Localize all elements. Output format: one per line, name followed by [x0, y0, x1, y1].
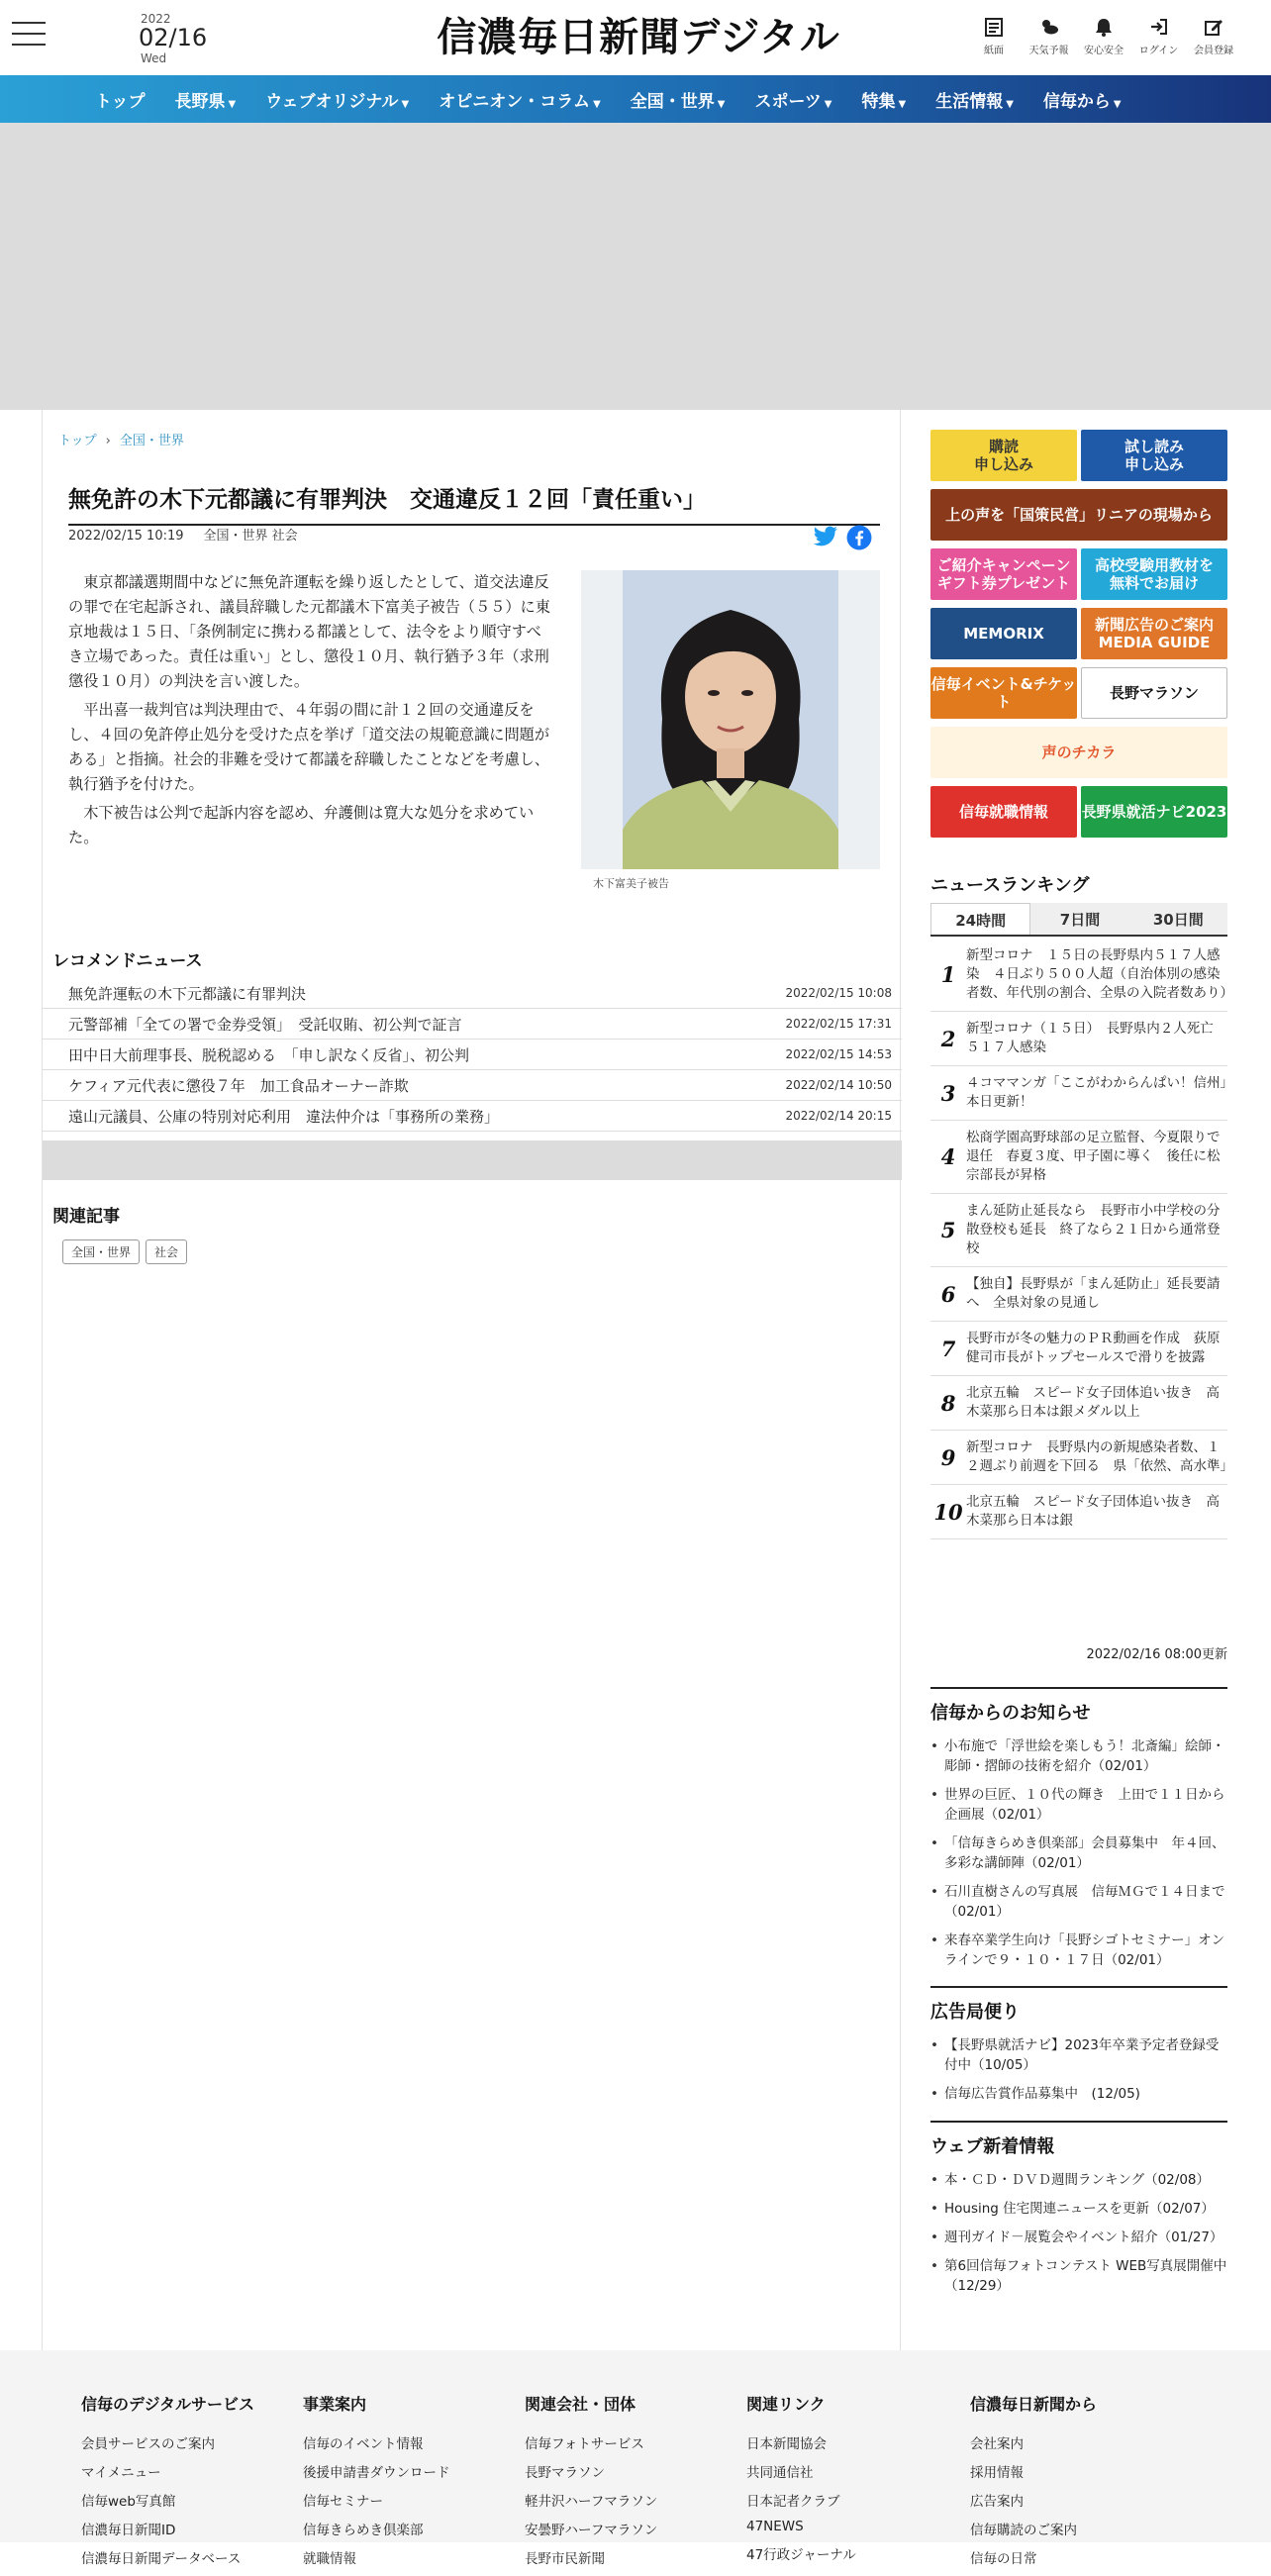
caret-down-icon: ▼: [593, 98, 601, 110]
ranking-title: 新型コロナ 長野県内の新規感染者数、１２週ぶり前週を下回る 県「依然、高水準」: [966, 1439, 1233, 1474]
sidebar-banner[interactable]: [930, 608, 1077, 659]
web-new-list: [930, 2170, 1227, 2296]
caret-down-icon: ▼: [228, 98, 237, 110]
recommend-item[interactable]: [43, 1070, 902, 1101]
sidebar-banner[interactable]: [1081, 430, 1227, 481]
web-new-box: [930, 2121, 1227, 2305]
hamburger-menu-icon[interactable]: [12, 22, 46, 50]
related-tags: [62, 1239, 187, 1264]
notice-item[interactable]: • 小布施で「浮世絵を楽しもう！北斎編」絵師・彫師・摺師の技術を紹介（02/01）: [930, 1736, 1227, 1776]
ad-news-item[interactable]: • 信毎広告賞作品募集中 (12/05): [930, 2084, 1227, 2104]
photo-caption: 木下富美子被告: [593, 877, 669, 890]
sidebar-banner[interactable]: [930, 430, 1077, 481]
inline-ad-placeholder: [43, 1140, 902, 1180]
footer-link[interactable]: 信毎web写真館: [81, 2494, 176, 2510]
caret-down-icon: ▼: [401, 98, 410, 110]
ranking-number: 4: [940, 1144, 956, 1169]
caret-down-icon: ▼: [1113, 98, 1122, 110]
ad-news-list: [930, 2035, 1227, 2104]
sidebar: [930, 430, 1233, 2294]
portrait-image: [623, 570, 838, 869]
chevron-right-icon: ›: [105, 434, 111, 448]
web-new-item[interactable]: • Housing 住宅関連ニュースを更新（02/07）: [930, 2199, 1227, 2219]
breadcrumb: [58, 430, 184, 448]
notice-item[interactable]: • 来春卒業学生向け「長野シゴトセミナー」オンラインで９・１０・１７日（02/01）: [930, 1931, 1227, 1970]
sidebar-banner[interactable]: [930, 727, 1227, 778]
banner-text: 高校受験用教材を 無料でお届け: [1094, 556, 1214, 592]
tab-30days[interactable]: 30日間: [1152, 911, 1204, 929]
article-paragraph: 平出喜一裁判官は判決理由で、４年弱の間に計１２回の交通違反をし、４回の免許停止処分を受けた点を挙げ「道交法の規範意識に問題がある」と指摘。社会的非難を受けて都議を辞職したことなどを考慮し、執行猶予を付けた。: [68, 701, 549, 793]
recommend-title: 無免許運転の木下元都議に有罪判決: [68, 984, 307, 1003]
ranking-item[interactable]: [930, 1012, 1227, 1066]
recommend-date: 2022/02/15 10:08: [785, 986, 892, 1000]
twitter-icon[interactable]: [813, 525, 838, 548]
banner-text: 購読 申し込み: [973, 438, 1033, 473]
main-column: [42, 410, 901, 2350]
footer-link[interactable]: 信濃毎日新聞ID: [81, 2523, 176, 2538]
footer-link[interactable]: 47NEWS: [746, 2519, 804, 2534]
ranking-title: 北京五輪 スピード女子団体追い抜き 高木菜那ら日本は銀メダル以上: [966, 1385, 1220, 1420]
ranking-item[interactable]: [930, 1376, 1227, 1431]
banner-text: MEMORIX: [963, 625, 1044, 643]
caret-down-icon: ▼: [1006, 98, 1014, 110]
nav-sports[interactable]: [754, 87, 831, 112]
ad-news-heading: 広告局便り: [930, 2002, 1020, 2023]
date-month-day: 02/16: [139, 24, 208, 51]
banner-grid: [930, 430, 1227, 838]
recommend-item[interactable]: [43, 978, 902, 1009]
ranking-number: 3: [940, 1080, 956, 1106]
footer-link[interactable]: 広告案内: [970, 2494, 1024, 2510]
tool-label: ログイン: [1138, 46, 1179, 56]
footer-link[interactable]: 日本新聞協会: [746, 2436, 827, 2452]
share-buttons: [813, 525, 872, 550]
nav-label: 全国・世界: [630, 91, 715, 112]
nav-lifestyle[interactable]: [935, 87, 1014, 112]
recommend-title: 田中日大前理事長、脱税認める 「申し訳なく反省」、初公判: [68, 1045, 470, 1064]
sidebar-banner[interactable]: [1081, 786, 1227, 838]
recommend-title: 遠山元議員、公庫の特別対応利用 違法仲介は「事務所の業務」: [68, 1107, 500, 1126]
register-icon: [1203, 16, 1224, 38]
recommend-item[interactable]: [43, 1040, 902, 1070]
banner-text: 上の声を「国策民営」リニアの現場から: [945, 506, 1213, 524]
ranking-number: 5: [940, 1218, 956, 1242]
nav-label: 長野県: [174, 91, 226, 112]
recommend-heading: レコメンドニュース: [52, 951, 203, 971]
site-footer: [0, 2350, 1271, 2567]
ranking-item[interactable]: [930, 939, 1233, 1012]
caret-down-icon: ▼: [824, 98, 832, 110]
notice-item[interactable]: • 世界の巨匠、１０代の輝き 上田で１１日から企画展（02/01）: [930, 1785, 1227, 1825]
ranking-title: 北京五輪 スピード女子団体追い抜き 高木菜那ら日本は銀: [966, 1494, 1220, 1529]
recommend-date: 2022/02/15 17:31: [785, 1017, 892, 1031]
tool-login[interactable]: [1135, 16, 1183, 56]
banner-text: 試し読み 申し込み: [1124, 438, 1184, 473]
footer-column: [746, 2392, 954, 2572]
notices-heading: 信毎からのお知らせ: [930, 1703, 1091, 1724]
nav-label: オピニオン・コラム: [439, 91, 591, 112]
newspaper-icon: [983, 16, 1005, 38]
sidebar-banner[interactable]: [930, 489, 1227, 541]
ranking-number: 9: [940, 1444, 956, 1470]
tool-safety[interactable]: [1080, 16, 1127, 56]
site-header: [0, 0, 1271, 75]
tool-label: 天気予報: [1028, 46, 1069, 56]
recommend-date: 2022/02/14 10:50: [785, 1078, 892, 1092]
ad-news-box: [930, 1986, 1227, 2113]
tab-24h[interactable]: 24時間: [930, 903, 1030, 935]
footer-column: [970, 2392, 1178, 2576]
article-paragraph: 東京都議選期間中などに無免許運転を繰り返したとして、道交法違反の罪で在宅起訴され、議員辞職した元都議木下富美子被告（５５）に東京地裁は１５日、「条例制定に携わる都議として、法令をより順守すべき立場であった。責任は重い」とし、懲役１０月、執行猶予３年（求刑懲役１０月）の判決を言い渡した。: [68, 573, 550, 690]
footer-link[interactable]: 採用情報: [970, 2465, 1024, 2481]
footer-link[interactable]: 会員サービスのご案内: [81, 2436, 215, 2452]
bell-icon: [1093, 16, 1115, 38]
recommend-date: 2022/02/15 14:53: [785, 1047, 892, 1061]
footer-link[interactable]: 就職情報: [303, 2551, 356, 2567]
ranking-title: 新型コロナ（１５日） 長野県内２人死亡 ５１７人感染: [966, 1021, 1227, 1055]
ranking-title: 松商学園高野球部の足立監督、今夏限りで退任 春夏３度、甲子園に導く 後任に松宗部長が昇格: [966, 1130, 1221, 1183]
ranking-item[interactable]: [930, 1066, 1227, 1121]
recommend-title: 元警部補「全ての署で金券受領」 受託収賄、初公判で証言: [68, 1015, 462, 1034]
web-new-item[interactable]: • 本・ＣＤ・ＤＶＤ週間ランキング（02/08）: [930, 2170, 1227, 2190]
ranking-number: 7: [940, 1336, 956, 1361]
footer-link[interactable]: 日本記者クラブ: [746, 2494, 840, 2510]
ranking-title: ４コママンガ「ここがわからんぱい！信州」本日更新！: [966, 1075, 1227, 1110]
footer-link[interactable]: 軽井沢ハーフマラソン: [525, 2494, 658, 2510]
article-body: [68, 570, 555, 854]
ranking-tabs: [930, 903, 1227, 937]
ranking-number: 10: [933, 1499, 963, 1525]
tool-label: 会員登録: [1194, 46, 1233, 56]
related-heading: 関連記事: [52, 1207, 120, 1227]
banner-text: 新聞広告のご案内 MEDIA GUIDE: [1094, 616, 1214, 651]
web-new-item[interactable]: • 第6回信毎フォトコンテスト WEB写真展開催中（12/29）: [930, 2256, 1227, 2296]
sidebar-banner[interactable]: [930, 667, 1077, 719]
ranking-item[interactable]: [930, 1485, 1227, 1539]
nav-label: 特集: [861, 91, 896, 112]
nav-web-original[interactable]: [265, 87, 409, 112]
tag-national-world[interactable]: 全国・世界: [62, 1239, 140, 1264]
nav-features[interactable]: [862, 87, 907, 112]
article-paragraph: 木下被告は公判で起訴内容を認め、弁護側は寛大な処分を求めていた。: [68, 804, 535, 846]
nav-nagano[interactable]: [175, 87, 237, 112]
footer-column: [525, 2392, 733, 2576]
tool-label: 安心安全: [1084, 46, 1124, 56]
recommend-date: 2022/02/14 20:15: [785, 1109, 892, 1123]
weather-icon: [1038, 16, 1060, 38]
footer-link[interactable]: 安曇野ハーフマラソン: [525, 2523, 658, 2538]
article-category: 全国・世界 社会: [203, 529, 298, 544]
caret-down-icon: ▼: [717, 98, 726, 110]
tool-register[interactable]: [1190, 16, 1237, 56]
sidebar-banner[interactable]: [1081, 667, 1227, 719]
banner-text: 声のチカラ: [1041, 743, 1117, 761]
article-photo[interactable]: [581, 570, 880, 869]
recommend-title: ケフィア元代表に懲役７年 加工食品オーナー詐欺: [68, 1076, 409, 1095]
ranking-item[interactable]: [930, 1322, 1227, 1376]
facebook-icon[interactable]: [846, 525, 872, 550]
caret-down-icon: ▼: [898, 98, 907, 110]
nav-label: ウェブオリジナル: [265, 91, 399, 112]
recommend-item[interactable]: [43, 1009, 902, 1040]
web-new-heading: ウェブ新着情報: [930, 2136, 1055, 2157]
notices-list: [930, 1736, 1227, 1970]
footer-column: [81, 2392, 289, 2576]
nav-opinion[interactable]: [439, 87, 601, 112]
footer-heading: 信毎のデジタルサービス: [81, 2395, 255, 2414]
sidebar-banner[interactable]: [930, 786, 1077, 838]
tab-7days[interactable]: 7日間: [1059, 911, 1101, 929]
footer-link[interactable]: 47行政ジャーナル: [746, 2547, 856, 2563]
banner-text: 長野マラソン: [1109, 684, 1199, 702]
footer-heading: 信濃毎日新聞から: [970, 2395, 1098, 2414]
footer-heading: 関連リンク: [746, 2395, 826, 2414]
article-title: 無免許の木下元都議に有罪判決 交通違反１２回「責任重い」: [68, 481, 880, 526]
notices-box: [930, 1687, 1227, 1979]
sidebar-banner[interactable]: [930, 548, 1077, 600]
ranking-title: 【独自】長野県が「まん延防止」延長要請へ 全県対象の見通し: [966, 1276, 1221, 1311]
footer-link[interactable]: 信毎セミナー: [303, 2494, 383, 2510]
article-meta: [68, 525, 318, 544]
sidebar-banner[interactable]: [1081, 548, 1227, 600]
banner-text: ご紹介キャンペーン ギフト券プレゼント: [936, 556, 1071, 592]
ranking-item[interactable]: [930, 1431, 1233, 1485]
footer-link[interactable]: 長野市民新聞: [525, 2551, 605, 2567]
breadcrumb-top[interactable]: トップ: [58, 434, 97, 448]
main-nav: [0, 75, 1271, 123]
ranking-heading: ニュースランキング: [930, 875, 1090, 896]
footer-link[interactable]: 信毎フォトサービス: [525, 2436, 644, 2452]
footer-link[interactable]: 信毎きらめき倶楽部: [303, 2523, 424, 2538]
nav-top[interactable]: [95, 87, 146, 112]
recommend-list: [43, 978, 902, 1132]
top-ad-placeholder: [0, 123, 1271, 410]
ad-news-item[interactable]: • 【長野県就活ナビ】2023年卒業予定者登録受付中（10/05）: [930, 2035, 1227, 2075]
sidebar-banner[interactable]: [1081, 608, 1227, 659]
nav-label: トップ: [95, 91, 146, 112]
tag-society[interactable]: 社会: [146, 1239, 187, 1264]
nav-label: 生活情報: [935, 91, 1004, 112]
ranking-item[interactable]: [930, 1121, 1227, 1194]
tool-newspaper[interactable]: [970, 16, 1018, 56]
ranking-updated: 2022/02/16 08:00更新: [1086, 1647, 1227, 1662]
ranking-number: 2: [940, 1026, 956, 1051]
footer-link[interactable]: 信濃毎日新聞データベース: [81, 2551, 242, 2567]
tool-weather[interactable]: [1026, 16, 1073, 56]
ranking-title: 新型コロナ １５日の長野県内５１７人感染 ４日ぶり５００人超（自治体別の感染者数、年代別の割合、全県の入院者数あり）: [966, 947, 1233, 1001]
notice-item[interactable]: • 石川直樹さんの写真展 信毎ＭＧで１４日まで（02/01）: [930, 1882, 1227, 1922]
login-icon: [1148, 16, 1170, 38]
notice-item[interactable]: • 「信毎きらめき倶楽部」会員募集中 年４回、多彩な講師陣（02/01）: [930, 1833, 1227, 1873]
tool-label: 紙面: [984, 46, 1004, 56]
article-date: 2022/02/15 10:19: [68, 529, 184, 544]
footer-link[interactable]: 後援申請書ダウンロード: [303, 2465, 450, 2481]
date-weekday: Wed: [141, 51, 167, 65]
footer-link[interactable]: 長野マラソン: [525, 2465, 605, 2481]
nav-label: 信毎から: [1042, 91, 1111, 112]
ranking-item[interactable]: [930, 1267, 1227, 1322]
ranking-list: [930, 939, 1233, 1539]
web-new-item[interactable]: • 週刊ガイド－展覧会やイベント紹介（01/27）: [930, 2228, 1227, 2247]
banner-text: 信毎イベント&チケット: [930, 675, 1077, 711]
footer-link[interactable]: 信毎のイベント情報: [303, 2436, 424, 2452]
footer-heading: 関連会社・団体: [525, 2395, 636, 2414]
footer-link[interactable]: 信毎の日常: [970, 2551, 1037, 2567]
footer-link[interactable]: 共同通信社: [746, 2465, 814, 2481]
ranking-number: 6: [940, 1281, 956, 1307]
ranking-number: 1: [940, 962, 956, 987]
site-logo[interactable]: 信濃毎日新聞デジタル: [437, 14, 840, 60]
ranking-title: まん延防止延長なら 長野市小中学校の分散登校も延長 終了なら２１日から通常登校: [966, 1203, 1221, 1256]
ranking-title: 長野市が冬の魅力のＰＲ動画を作成 荻原健司市長がトップセールスで滑りを披露: [966, 1331, 1221, 1365]
ranking-item[interactable]: [930, 1194, 1227, 1267]
footer-link[interactable]: マイメニュー: [81, 2465, 161, 2481]
breadcrumb-national-world[interactable]: 全国・世界: [119, 434, 184, 448]
header-tools: [970, 16, 1237, 56]
footer-column: [303, 2392, 511, 2576]
ranking-number: 8: [940, 1390, 956, 1416]
nav-from-shinmai[interactable]: [1043, 87, 1122, 112]
date-year: 2022: [141, 12, 171, 26]
nav-national-world[interactable]: [631, 87, 726, 112]
banner-text: 長野県就活ナビ2023: [1081, 803, 1227, 821]
recommend-item[interactable]: [43, 1101, 902, 1132]
footer-heading: 事業案内: [303, 2395, 367, 2414]
footer-link[interactable]: 信毎購読のご案内: [970, 2523, 1077, 2538]
banner-text: 信毎就職情報: [958, 803, 1048, 821]
nav-label: スポーツ: [754, 91, 822, 112]
footer-link[interactable]: 会社案内: [970, 2436, 1024, 2452]
